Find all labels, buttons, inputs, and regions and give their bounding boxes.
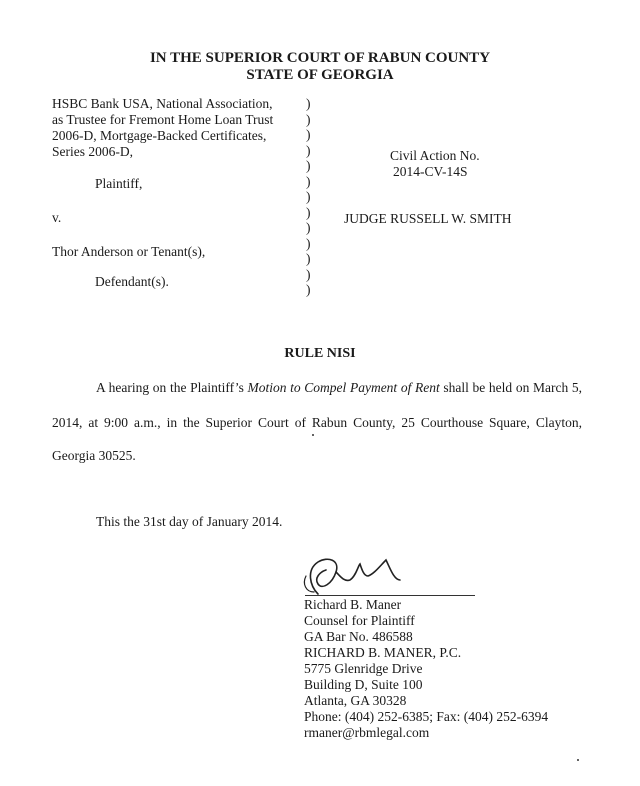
attorney-bar-number: GA Bar No. 486588 (304, 629, 413, 644)
defendant-label: Defendant(s). (95, 274, 169, 289)
plaintiff-label: Plaintiff, (95, 176, 143, 191)
court-name: IN THE SUPERIOR COURT OF RABUN COUNTY (149, 50, 491, 66)
court-state: STATE OF GEORGIA (246, 67, 394, 83)
civil-action-number: 2014-CV-14S (393, 164, 468, 179)
dated-line: This the 31st day of January 2014. (96, 514, 283, 529)
plaintiff-name-line-1: HSBC Bank USA, National Association, (52, 96, 273, 111)
attorney-role: Counsel for Plaintiff (304, 613, 415, 628)
versus-label: v. (52, 210, 62, 225)
hearing-paragraph-line-1 (96, 380, 582, 396)
plaintiff-name-line-4: Series 2006-D, (52, 144, 133, 159)
judge-name: JUDGE RUSSELL W. SMITH (344, 211, 512, 226)
hearing-text-a: A hearing on the Plaintiff’s (96, 380, 248, 395)
scan-speck (577, 759, 579, 761)
defendant-name: Thor Anderson or Tenant(s), (52, 244, 206, 259)
hearing-paragraph-line-2: 2014, at 9:00 a.m., in the Superior Court of Rabun County, 25 Courthouse Square, Clayton, (52, 415, 582, 430)
caption-paren: ) (306, 204, 311, 220)
firm-suite: Building D, Suite 100 (304, 677, 423, 692)
caption-paren: ) (306, 111, 311, 127)
caption-divider (306, 96, 311, 298)
firm-street: 5775 Glenridge Drive (304, 661, 423, 676)
caption-paren: ) (306, 189, 311, 204)
caption-paren: ) (306, 173, 311, 189)
caption-paren: ) (306, 158, 311, 173)
caption-paren: ) (306, 282, 311, 297)
plaintiff-name-line-3: 2006-D, Mortgage-Backed Certificates, (52, 128, 267, 143)
hearing-text-b: shall be held on March 5, (439, 380, 582, 395)
signature-icon (296, 546, 446, 598)
caption-paren: ) (306, 127, 311, 142)
firm-email: rmaner@rbmlegal.com (304, 725, 430, 740)
scan-speck (312, 434, 314, 436)
firm-city: Atlanta, GA 30328 (304, 693, 407, 708)
caption-paren: ) (306, 96, 311, 111)
caption-paren: ) (306, 251, 311, 266)
plaintiff-name-line-2: as Trustee for Fremont Home Loan Trust (52, 112, 274, 127)
rule-nisi-title: RULE NISI (284, 346, 356, 361)
attorney-name: Richard B. Maner (304, 597, 402, 612)
caption-paren: ) (306, 235, 311, 251)
signature-line (305, 595, 475, 596)
caption-paren: ) (306, 266, 311, 282)
civil-action-label: Civil Action No. (390, 148, 480, 163)
hearing-paragraph-line-3: Georgia 30525. (52, 448, 136, 463)
firm-name: RICHARD B. MANER, P.C. (304, 645, 462, 660)
caption-paren: ) (306, 142, 311, 158)
firm-phone-fax: Phone: (404) 252-6385; Fax: (404) 252-6394 (304, 709, 549, 724)
motion-title: Motion to Compel Payment of Rent (247, 380, 440, 395)
caption-paren: ) (306, 220, 311, 235)
